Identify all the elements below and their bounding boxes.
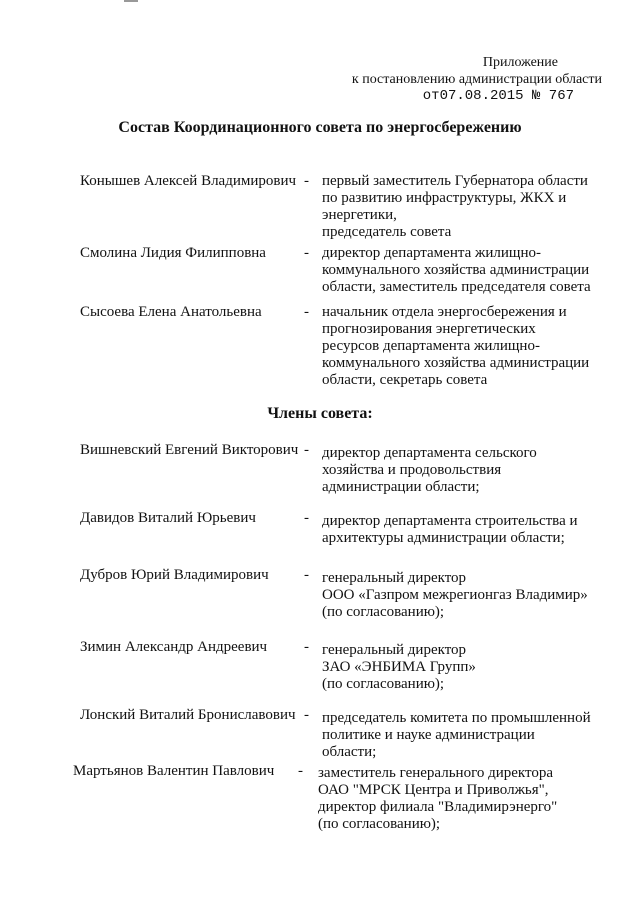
role-line: директор департамента строительства и (322, 513, 578, 529)
member-role (322, 445, 612, 496)
dash: - (304, 173, 309, 189)
dash: - (304, 639, 309, 655)
appendix-reference: к постановлению администрации области (351, 72, 602, 87)
member-role (322, 570, 612, 621)
role-line: политике и науке администрации (322, 727, 535, 743)
role-line: ООО «Газпром межрегионгаз Владимир» (322, 587, 588, 603)
dash: - (304, 304, 309, 320)
dash: - (304, 567, 309, 583)
dash: - (304, 707, 309, 723)
role-line: области; (322, 744, 377, 760)
member-name: Сысоева Елена Анатольевна (80, 304, 262, 320)
role-line: (по согласованию); (322, 676, 445, 692)
member-role (322, 245, 612, 296)
dash: - (298, 763, 303, 779)
member-role (318, 765, 608, 833)
scan-mark (124, 0, 138, 2)
role-line: директор филиала "Владимирэнерго" (318, 799, 558, 815)
role-line: энергетики, (322, 207, 397, 223)
member-name: Зимин Александр Андреевич (80, 639, 268, 655)
member-name: Дубров Юрий Владимирович (80, 567, 269, 583)
member-name: Давидов Виталий Юрьевич (80, 510, 256, 526)
role-line: прогнозирования энергетических (322, 321, 536, 337)
member-name: Конышев Алексей Владимирович (80, 173, 297, 189)
role-line: первый заместитель Губернатора области (322, 173, 588, 189)
role-line: по развитию инфраструктуры, ЖКХ и (322, 190, 567, 206)
members-heading: Члены совета: (267, 405, 373, 422)
role-line: (по согласованию); (322, 604, 445, 620)
member-role (322, 304, 612, 389)
role-line: директор департамента сельского (322, 445, 537, 461)
role-line: ЗАО «ЭНБИМА Групп» (322, 659, 476, 675)
appendix-date-number: от07.08.2015 № 767 (422, 88, 574, 104)
role-line: генеральный директор (322, 642, 467, 658)
member-role (322, 173, 612, 241)
role-line: коммунального хозяйства администрации (322, 355, 590, 371)
role-line: (по согласованию); (318, 816, 441, 832)
member-role (322, 710, 612, 761)
member-name: Лонский Виталий Брониславович (80, 707, 296, 723)
role-line: заместитель генерального директора (318, 765, 554, 781)
dash: - (304, 245, 309, 261)
member-name: Смолина Лидия Филипповна (80, 245, 266, 261)
role-line: ОАО "МРСК Центра и Приволжья", (318, 782, 549, 798)
member-name: Мартьянов Валентин Павлович (73, 763, 275, 779)
role-line: администрации области; (322, 479, 480, 495)
role-line: председатель комитета по промышленной (322, 710, 591, 726)
role-line: хозяйства и продовольствия (322, 462, 502, 478)
document-title: Состав Координационного совета по энергосбережению (118, 119, 522, 136)
role-line: коммунального хозяйства администрации (322, 262, 590, 278)
member-role (322, 513, 612, 547)
role-line: директор департамента жилищно- (322, 245, 541, 261)
role-line: области, секретарь совета (322, 372, 488, 388)
dash: - (304, 510, 309, 526)
member-name: Вишневский Евгений Викторович (80, 442, 299, 458)
role-line: генеральный директор (322, 570, 467, 586)
role-line: председатель совета (322, 224, 452, 240)
role-line: архитектуры администрации области; (322, 530, 565, 546)
member-role (322, 642, 612, 693)
appendix-label: Приложение (482, 55, 558, 70)
role-line: ресурсов департамента жилищно- (322, 338, 540, 354)
dash: - (304, 442, 309, 458)
role-line: начальник отдела энергосбережения и (322, 304, 567, 320)
role-line: области, заместитель председателя совета (322, 279, 591, 295)
appendix-block (302, 54, 602, 105)
